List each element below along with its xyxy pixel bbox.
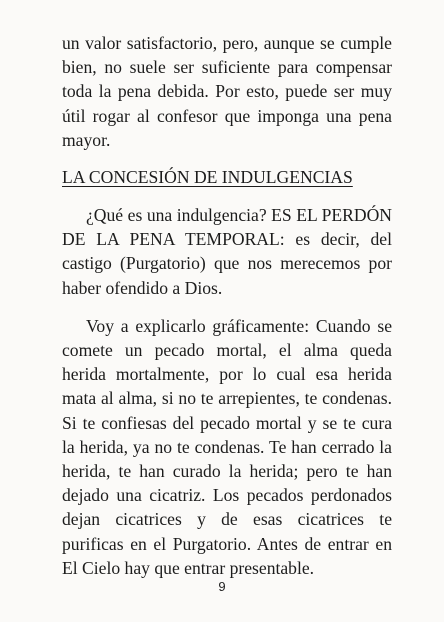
paragraph-explanation: Voy a explicarlo gráficamente: Cuando se comete un pecado mortal, el alma queda herida mortalmente, por lo cual esa herida mata al alma, si no te arrepientes, te condenas. Si te confiesas del pecado mortal y se te cura la herida, ya no te condenas. Te han cerrado la herida, te han curado la herida; pero te han dejado una cicatriz. Los pecados perdonados dejan cicatrices y de esas cicatrices te purificas en el Purgatorio. Antes de entrar en El Cielo hay que entrar presentable. [62,315,392,578]
section-heading: LA CONCESIÓN DE INDULGENCIAS [62,167,353,188]
paragraph-definition: ¿Qué es una indulgencia? ES EL PERDÓN DE LA PENA TEMPORAL: es decir, del castigo (Purgatorio) que nos merecemos por haber ofendido a Dios. [62,205,392,298]
page-text [62,31,392,580]
page-number: 9 [218,579,226,594]
paragraph-continuation: un valor satisfactorio, pero, aunque se cumple bien, no suele ser suficiente para compensar toda la pena debida. Por esto, puede ser muy útil rogar al confesor que imponga una pena mayor. [62,33,392,150]
